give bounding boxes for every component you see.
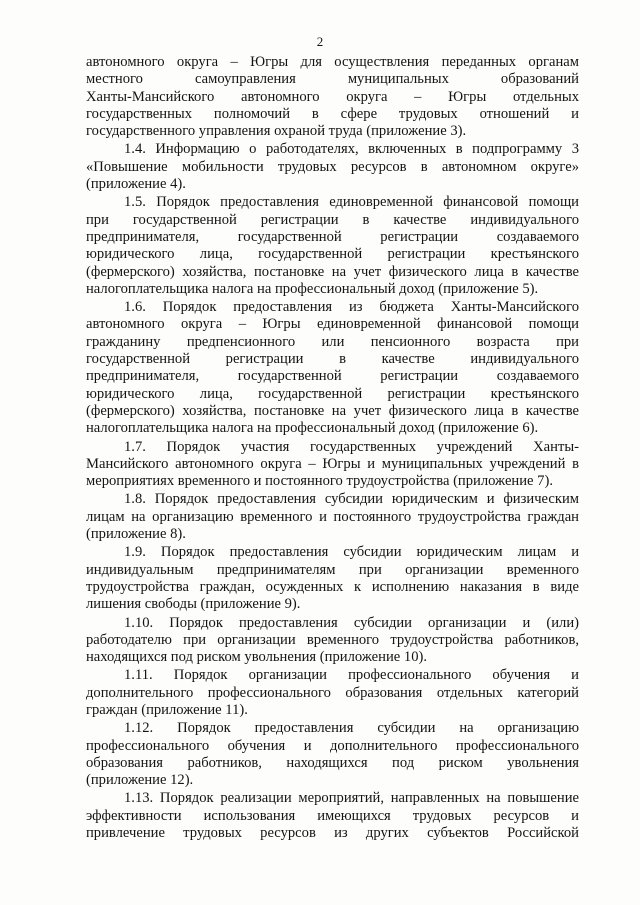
text-line: дополнительного профессионального образования отдельных категорий [86,684,579,701]
text-line: эффективности использования имеющихся трудовых ресурсов и [86,807,579,824]
paragraph-cont [86,54,579,140]
text-line: автономного округа – Югры для осуществления переданных органам [86,54,579,70]
text-line: привлечение трудовых ресурсов из других субъектов Российской [86,825,579,842]
paragraph-p1-8 [86,491,579,543]
text-line: 1.5. Порядок предоставления единовременной финансовой помощи [124,194,579,211]
paragraph-p1-7 [86,439,579,491]
text-line: (фермерского) хозяйства, постановке на учет физического лица в качестве [86,263,579,280]
document-body [86,54,579,843]
text-line: налогоплательщика налога на профессиональный доход (приложение 6). [86,420,539,437]
text-line: мероприятиях временного и постоянного трудоустройства (приложение 7). [86,473,553,490]
paragraph-p1-6 [86,299,579,437]
text-line: юридического лица, государственной регистрации крестьянского [86,385,579,402]
text-line: при государственной регистрации в качестве индивидуального [86,211,579,228]
text-line: 1.13. Порядок реализации мероприятий, направленных на повышение [124,790,579,807]
text-line: гражданину предпенсионного или пенсионного возраста при [86,333,579,350]
text-line: граждан (приложение 11). [86,701,248,718]
text-line: 1.12. Порядок предоставления субсидии на организацию [124,720,579,737]
text-line: (приложение 4). [86,176,186,193]
text-line: «Повышение мобильности трудовых ресурсов в автономном округе» [86,158,579,175]
text-line: работодателю при организации временного трудоустройства работников, [86,631,579,648]
paragraph-p1-9 [86,544,579,613]
text-line: местного самоуправления муниципальных образований [86,71,579,88]
text-line: индивидуальным предпринимателям при организации временного [86,561,579,578]
text-line: государственного управления охраной труда (приложение 3). [86,123,467,140]
text-line: (приложение 12). [86,772,194,789]
paragraph-p1-12 [86,720,579,789]
paragraph-p1-10 [86,615,579,667]
text-line: 1.8. Порядок предоставления субсидии юридическим и физическим [124,491,579,508]
text-line: автономного округа – Югры единовременной финансовой помощи [86,316,579,333]
text-line: лицам на организацию временного и постоянного трудоустройства граждан [86,508,579,525]
paragraph-p1-13 [86,790,579,842]
text-line: 1.10. Порядок предоставления субсидии организации и (или) [124,614,579,631]
text-line: предпринимателя, государственной регистрации создаваемого [86,228,579,245]
text-line: предпринимателя, государственной регистрации создаваемого [86,368,579,385]
text-line: 1.9. Порядок предоставления субсидии юридическим лицам и [124,544,579,561]
text-line: 1.4. Информацию о работодателях, включенных в подпрограмму 3 [124,141,579,158]
paragraph-p1-4 [86,141,579,193]
text-line: образования работников, находящихся под риском увольнения [86,754,579,771]
page-number: 2 [316,34,324,49]
text-line: 1.7. Порядок участия государственных учреждений Ханты- [124,438,579,455]
text-line: профессионального обучения и дополнительного профессионального [86,737,579,754]
text-line: налогоплательщика налога на профессиональный доход (приложение 5). [86,280,539,297]
text-line: 1.6. Порядок предоставления из бюджета Ханты-Мансийского [124,299,579,316]
text-line: юридического лица, государственной регистрации крестьянского [86,246,579,263]
text-line: государственной регистрации в качестве индивидуального [86,351,579,368]
text-line: находящихся под риском увольнения (приложение 10). [86,649,428,666]
text-line: государственных полномочий в сфере трудовых отношений и [86,105,579,122]
text-line: (приложение 8). [86,526,186,543]
text-line: лишения свободы (приложение 9). [86,596,301,613]
text-line: трудоустройства граждан, осужденных к исполнению наказания в виде [86,578,579,595]
paragraph-p1-11 [86,667,579,719]
text-line: (фермерского) хозяйства, постановке на учет физического лица в качестве [86,402,579,419]
text-line: Ханты-Мансийского автономного округа – Югры отдельных [86,88,579,105]
text-line: 1.11. Порядок организации профессионального обучения и [124,667,579,684]
paragraph-p1-5 [86,194,579,298]
text-line: Мансийского автономного округа – Югры и муниципальных учреждений в [86,455,579,472]
